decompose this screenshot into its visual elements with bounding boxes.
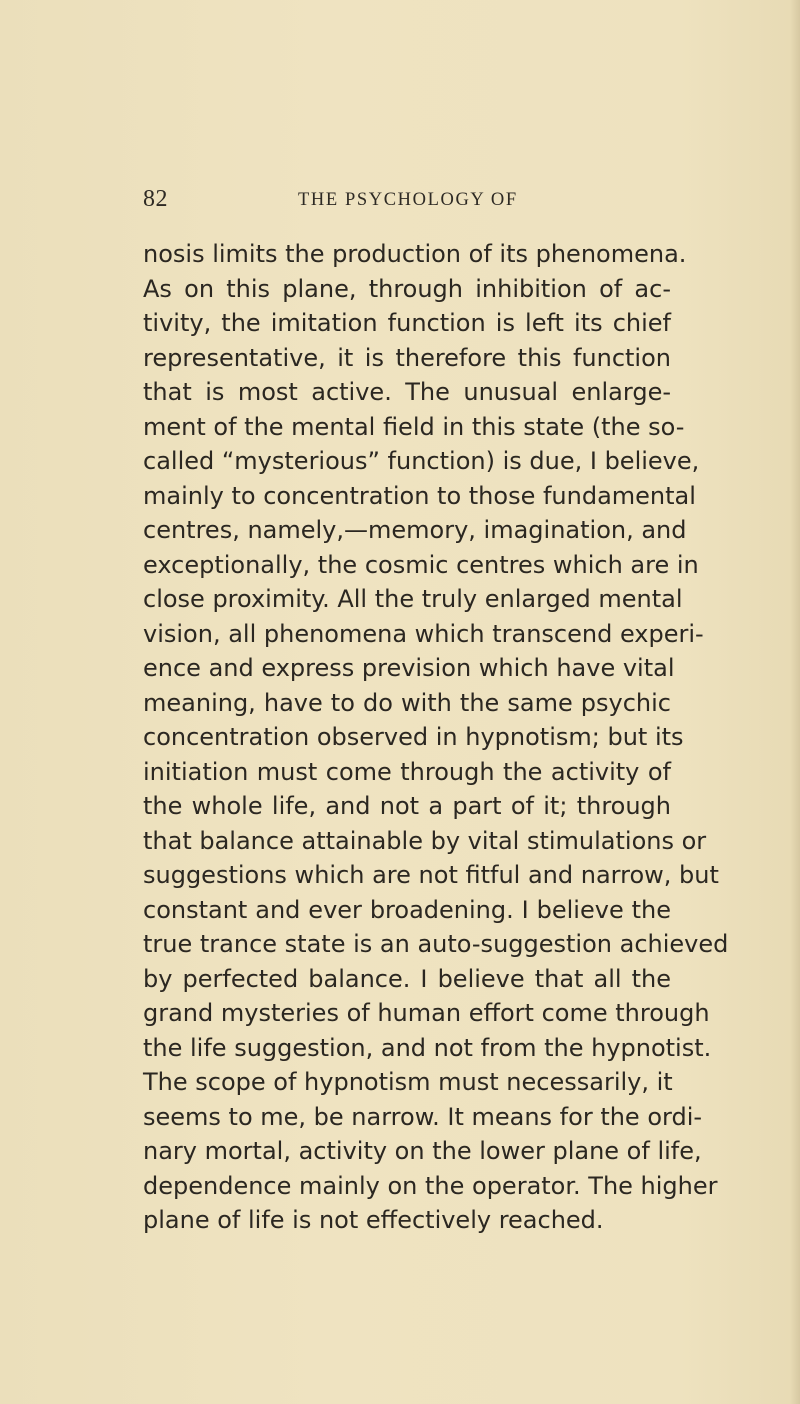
text-line: suggestions which are not fitful and narrow, but: [143, 861, 719, 889]
text-line: seems to me, be narrow. It means for the ordi-: [143, 1102, 703, 1131]
text-line: centres, namely,—memory, imagination, and: [143, 516, 687, 544]
text-line: ment of the mental field in this state (the so-: [143, 412, 685, 441]
text-line: plane of life is not effectively reached.: [143, 1206, 604, 1234]
text-line: dependence mainly on the operator. The higher: [143, 1171, 718, 1200]
text-line: As on this plane, through inhibition of ac-: [143, 274, 671, 303]
text-line: concentration observed in hypnotism; but its: [143, 723, 684, 751]
text-line: nosis limits the production of its phenomena.: [143, 240, 687, 268]
text-line: grand mysteries of human effort come through: [143, 999, 710, 1027]
text-line: constant and ever broadening. I believe the: [143, 895, 671, 924]
running-head: THE PSYCHOLOGY OF: [298, 190, 518, 210]
text-line: the life suggestion, and not from the hypnotist.: [143, 1033, 712, 1062]
text-line: initiation must come through the activity of: [143, 757, 671, 786]
page-edge-shadow: [790, 0, 800, 1404]
text-line: that balance attainable by vital stimulations or: [143, 826, 707, 855]
text-line: nary mortal, activity on the lower plane of life,: [143, 1137, 702, 1165]
text-line: called “mysterious” function) is due, I believe,: [143, 447, 700, 475]
text-line: exceptionally, the cosmic centres which are in: [143, 550, 699, 579]
text-line: close proximity. All the truly enlarged mental: [143, 585, 683, 613]
text-line: that is most active. The unusual enlarge-: [143, 378, 671, 406]
text-line: The scope of hypnotism must necessarily, it: [143, 1068, 673, 1096]
text-line: tivity, the imitation function is left its chief: [143, 309, 671, 337]
page-number: 82: [143, 186, 168, 212]
page-header: [143, 186, 663, 220]
text-line: vision, all phenomena which transcend experi-: [143, 619, 704, 648]
text-line: representative, it is therefore this function: [143, 343, 671, 372]
text-line: by perfected balance. I believe that all the: [143, 964, 671, 993]
text-line: mainly to concentration to those fundamental: [143, 481, 696, 510]
body-text: [143, 237, 729, 1238]
text-line: true trance state is an auto-suggestion achieved: [143, 930, 729, 958]
text-line: ence and express prevision which have vital: [143, 654, 675, 682]
text-line: meaning, have to do with the same psychic: [143, 688, 671, 717]
text-line: the whole life, and not a part of it; through: [143, 792, 671, 820]
